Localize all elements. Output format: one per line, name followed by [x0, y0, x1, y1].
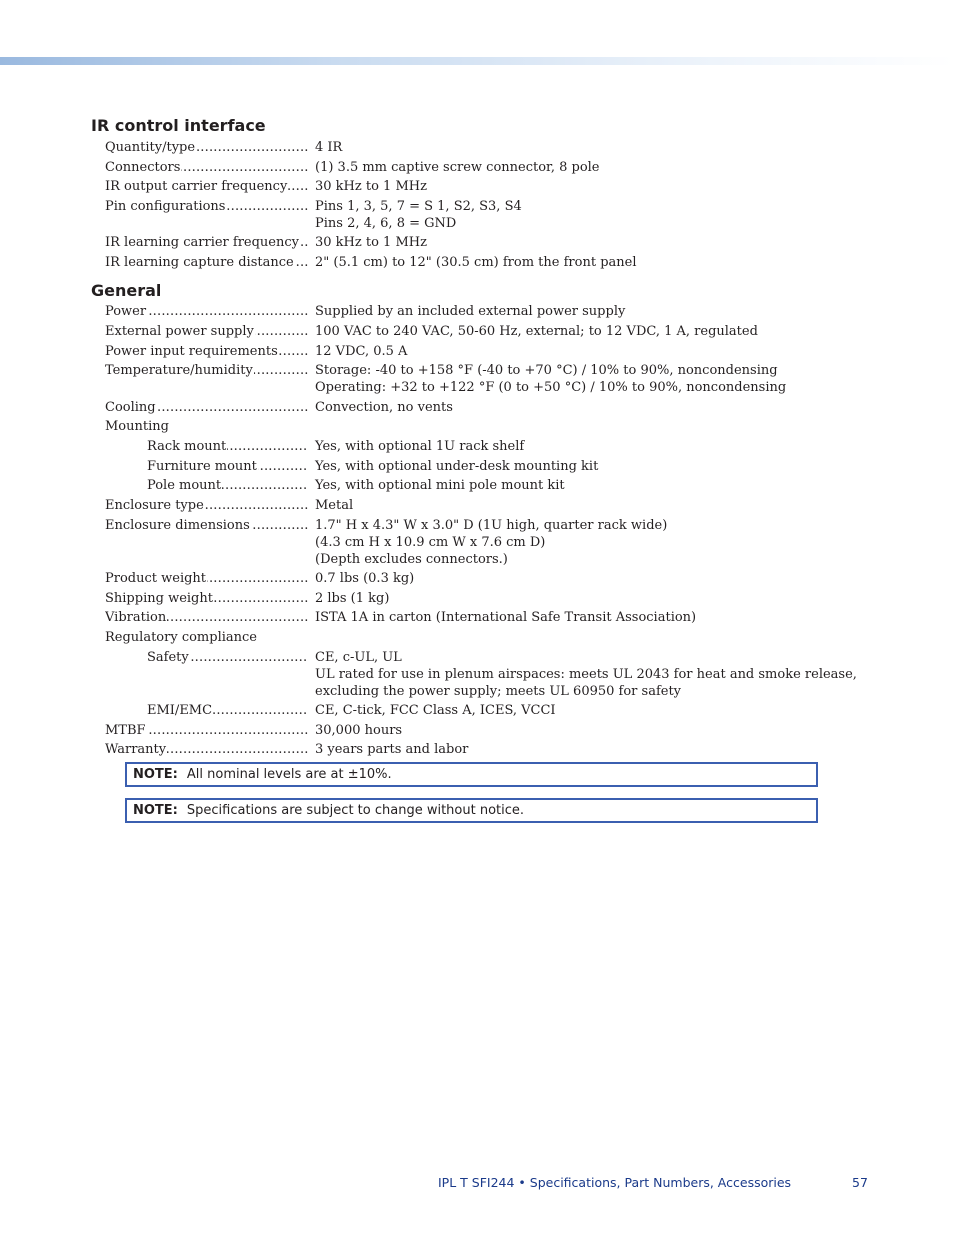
spec-value-line: Yes, with optional mini pole mount kit [315, 478, 565, 493]
note-label: NOTE: [133, 803, 178, 818]
spec-label [105, 303, 308, 320]
spec-label [147, 438, 308, 455]
spec-label [105, 590, 308, 607]
spec-label-text: Warranty [105, 742, 167, 757]
spec-label [105, 609, 308, 626]
spec-label-text: Mounting [105, 419, 169, 434]
spec-label [105, 159, 308, 176]
footer-page-number: 57 [852, 1175, 868, 1190]
spec-value [315, 570, 414, 587]
spec-value [315, 254, 636, 271]
spec-value [315, 234, 427, 251]
spec-value [315, 159, 600, 176]
spec-value [315, 477, 565, 494]
spec-value-line: 30,000 hours [315, 723, 403, 738]
note-box-nominal-levels [125, 762, 818, 787]
spec-value [315, 438, 524, 455]
spec-label [147, 458, 308, 475]
spec-label-text: Vibration [105, 610, 167, 625]
spec-label [147, 649, 308, 666]
section-heading-ir-control: IR control interface [91, 116, 266, 135]
spec-value [315, 362, 786, 396]
note-text: Specifications are subject to change without notice. [186, 803, 525, 818]
spec-label-text: Product weight [105, 571, 207, 586]
spec-label [105, 418, 308, 435]
note-label: NOTE: [133, 767, 178, 782]
section-heading-general: General [91, 281, 162, 300]
header-gradient-bar [0, 57, 954, 65]
spec-value-line: Supplied by an included external power supply [315, 304, 626, 319]
spec-label [147, 477, 308, 494]
spec-label-text: Quantity/type [105, 140, 196, 155]
spec-value-line: (1) 3.5 mm captive screw connector, 8 pole [315, 160, 600, 175]
spec-label-text: Power input requirements [105, 344, 278, 359]
spec-label [105, 497, 308, 514]
spec-value-line: Operating: +32 to +122 °F (0 to +50 °C) / 10% to 90%, noncondensing [315, 379, 787, 395]
spec-label-text: Enclosure dimensions [105, 518, 250, 533]
spec-label [105, 343, 308, 360]
spec-label [105, 323, 308, 340]
spec-label [105, 234, 308, 251]
spec-label-text: Regulatory compliance [105, 630, 257, 645]
spec-value [315, 303, 625, 320]
spec-value-line: CE, c-UL, UL [315, 650, 402, 665]
spec-value-line: (Depth excludes connectors.) [315, 551, 508, 567]
spec-value [315, 722, 402, 739]
spec-value-line: 30 kHz to 1 MHz [315, 179, 427, 194]
footer-document-title: IPL T SFI244 • Specifications, Part Numbers, Accessories [438, 1175, 792, 1190]
spec-label [105, 198, 308, 215]
spec-value-line: 1.7" H x 4.3" W x 3.0" D (1U high, quarter rack wide) [315, 518, 668, 533]
spec-value-line: 2" (5.1 cm) to 12" (30.5 cm) from the front panel [315, 255, 637, 270]
spec-value [315, 139, 342, 156]
spec-value-line: Pins 2, 4, 6, 8 = GND [315, 215, 457, 231]
spec-label [105, 254, 308, 271]
spec-label-text: Power [105, 304, 147, 319]
spec-value-line: 30 kHz to 1 MHz [315, 235, 427, 250]
spec-label-text: IR learning capture distance [105, 255, 294, 270]
spec-value-line: Yes, with optional under-desk mounting kit [315, 459, 599, 474]
spec-label-text: Furniture mount [147, 459, 257, 474]
spec-value-line: Storage: -40 to +158 °F (-40 to +70 °C) / 10% to 90%, noncondensing [315, 363, 778, 378]
note-box-specifications-change [125, 798, 818, 823]
note-text: All nominal levels are at ±10%. [186, 767, 392, 782]
spec-value-line: 3 years parts and labor [315, 742, 469, 757]
spec-label-text: Cooling [105, 400, 156, 415]
spec-value-line: 2 lbs (1 kg) [315, 591, 390, 606]
spec-label-text: Enclosure type [105, 498, 204, 513]
spec-label [105, 517, 308, 534]
spec-label-text: IR output carrier frequency [105, 179, 288, 194]
spec-value-line: Yes, with optional 1U rack shelf [315, 439, 525, 454]
spec-label-text: Pole mount [147, 478, 222, 493]
spec-label [105, 570, 308, 587]
spec-label [105, 629, 308, 646]
spec-value-line: UL rated for use in plenum airspaces: meets UL 2043 for heat and smoke release, [315, 666, 857, 682]
spec-value-line: Pins 1, 3, 5, 7 = S 1, S2, S3, S4 [315, 199, 522, 214]
spec-value-line: Convection, no vents [315, 400, 453, 415]
spec-label [105, 399, 308, 416]
spec-value [315, 702, 556, 719]
spec-label-text: EMI/EMC [147, 703, 213, 718]
spec-value [315, 343, 407, 360]
spec-value [315, 458, 598, 475]
spec-label [105, 139, 308, 156]
spec-label-text: Pin configurations [105, 199, 226, 214]
spec-label-text: MTBF [105, 723, 146, 738]
spec-value [315, 399, 453, 416]
spec-value [315, 609, 696, 626]
spec-label [105, 362, 308, 379]
spec-value-line: 100 VAC to 240 VAC, 50-60 Hz, external; to 12 VDC, 1 A, regulated [315, 324, 758, 339]
spec-value-line: CE, C-tick, FCC Class A, ICES, VCCI [315, 703, 556, 718]
spec-value-line: (4.3 cm H x 10.9 cm W x 7.6 cm D) [315, 534, 546, 550]
spec-label-text: External power supply [105, 324, 254, 339]
spec-label [147, 702, 308, 719]
spec-value-line: 0.7 lbs (0.3 kg) [315, 571, 415, 586]
spec-value [315, 178, 427, 195]
spec-value [315, 497, 353, 514]
spec-value [315, 649, 857, 699]
spec-value-line: excluding the power supply; meets UL 60950 for safety [315, 683, 682, 699]
spec-value-line: Metal [315, 498, 354, 513]
spec-value [315, 590, 389, 607]
spec-value [315, 323, 758, 340]
spec-value-line: 12 VDC, 0.5 A [315, 344, 408, 359]
spec-label [105, 741, 308, 758]
spec-value [315, 517, 667, 567]
spec-label-text: Temperature/humidity [105, 363, 253, 378]
spec-label-text: IR learning carrier frequency [105, 235, 299, 250]
spec-label [105, 722, 308, 739]
spec-label-text: Connectors [105, 160, 181, 175]
spec-value [315, 741, 468, 758]
spec-label-text: Rack mount [147, 439, 227, 454]
spec-label-text: Safety [147, 650, 189, 665]
spec-label-text: Shipping weight [105, 591, 213, 606]
spec-label [105, 178, 308, 195]
spec-value-line: 4 IR [315, 140, 343, 155]
spec-value-line: ISTA 1A in carton (International Safe Transit Association) [315, 610, 697, 625]
spec-value [315, 198, 522, 232]
